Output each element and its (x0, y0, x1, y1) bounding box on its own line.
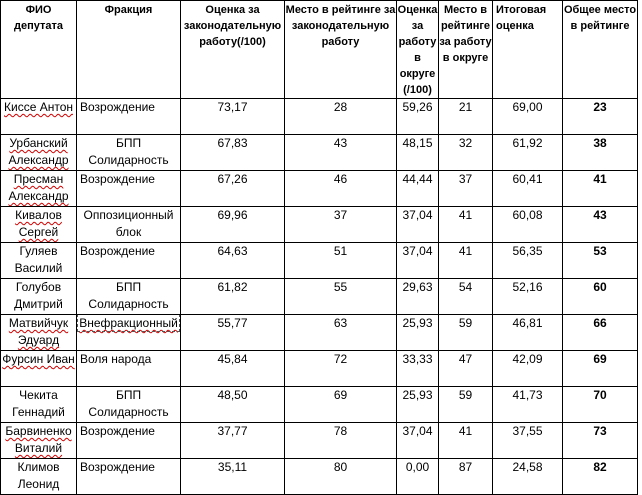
cell-law-score: 67,26 (181, 171, 285, 207)
cell-law-rank: 69 (285, 387, 397, 423)
cell-overall-rank: 41 (563, 171, 638, 207)
cell-total-score: 60,08 (493, 207, 563, 243)
table-row (1, 99, 638, 135)
cell-district-score: 25,93 (397, 315, 439, 351)
cell-total-score: 41,73 (493, 387, 563, 423)
cell-overall-rank: 69 (563, 351, 638, 387)
cell-faction: Возрождение (77, 423, 181, 459)
cell-law-score: 37,77 (181, 423, 285, 459)
cell-faction: Возрождение (77, 99, 181, 135)
cell-name (1, 315, 77, 351)
cell-district-rank: 41 (439, 207, 493, 243)
cell-law-score: 45,84 (181, 351, 285, 387)
cell-district-score: 37,04 (397, 243, 439, 279)
cell-total-score: 46,81 (493, 315, 563, 351)
cell-total-score: 56,35 (493, 243, 563, 279)
name-text: Урбанский Александр (8, 136, 69, 167)
cell-law-rank: 46 (285, 171, 397, 207)
name-text: Пресман Александр (8, 172, 69, 203)
table-row (1, 207, 638, 243)
cell-faction: БПП Солидарность (77, 387, 181, 423)
cell-district-score: 37,04 (397, 423, 439, 459)
cell-overall-rank: 73 (563, 423, 638, 459)
name-text: Матвийчук Эдуард (8, 316, 69, 347)
cell-name (1, 135, 77, 171)
cell-overall-rank: 60 (563, 279, 638, 315)
cell-name: Голубов Дмитрий (1, 279, 77, 315)
cell-total-score: 60,41 (493, 171, 563, 207)
cell-law-rank: 28 (285, 99, 397, 135)
cell-district-rank: 37 (439, 171, 493, 207)
cell-total-score: 52,16 (493, 279, 563, 315)
cell-law-score: 73,17 (181, 99, 285, 135)
cell-overall-rank: 53 (563, 243, 638, 279)
name-text: Фурсин Иван (2, 352, 75, 366)
table-row (1, 279, 638, 315)
header-overall-rank: Общее место в рейтинге (563, 1, 638, 99)
cell-overall-rank: 70 (563, 387, 638, 423)
table-row (1, 135, 638, 171)
cell-law-score: 55,77 (181, 315, 285, 351)
header-row (1, 1, 638, 99)
cell-district-score: 25,93 (397, 387, 439, 423)
table-row (1, 351, 638, 387)
cell-district-score: 37,04 (397, 207, 439, 243)
cell-district-rank: 59 (439, 315, 493, 351)
header-district-score: Оценка за работу в округе (/100) (397, 1, 439, 99)
cell-law-score: 48,50 (181, 387, 285, 423)
cell-law-rank: 63 (285, 315, 397, 351)
cell-name: Чекита Геннадий (1, 387, 77, 423)
table-row (1, 387, 638, 423)
table-row (1, 171, 638, 207)
cell-overall-rank: 38 (563, 135, 638, 171)
cell-law-rank: 43 (285, 135, 397, 171)
table-row (1, 243, 638, 279)
cell-faction: Возрождение (77, 459, 181, 495)
cell-name (1, 171, 77, 207)
cell-district-rank: 47 (439, 351, 493, 387)
cell-overall-rank: 82 (563, 459, 638, 495)
cell-faction: Возрождение (77, 171, 181, 207)
table-row (1, 315, 638, 351)
cell-district-score: 0,00 (397, 459, 439, 495)
cell-name (1, 423, 77, 459)
cell-faction: Воля народа (77, 351, 181, 387)
cell-total-score: 37,55 (493, 423, 563, 459)
cell-name (1, 351, 77, 387)
cell-district-rank: 32 (439, 135, 493, 171)
name-text: Кивалов Сергей (15, 208, 62, 239)
cell-faction: Оппозиционный блок (77, 207, 181, 243)
cell-district-rank: 59 (439, 387, 493, 423)
name-text: Барвиненко Виталий (5, 424, 72, 455)
header-district-rank: Место в рейтинге за работу в округе (439, 1, 493, 99)
cell-overall-rank: 23 (563, 99, 638, 135)
header-law-rank: Место в рейтинге за законодательную работу (285, 1, 397, 99)
cell-district-rank: 41 (439, 243, 493, 279)
cell-law-rank: 51 (285, 243, 397, 279)
cell-law-score: 35,11 (181, 459, 285, 495)
cell-district-score: 29,63 (397, 279, 439, 315)
cell-law-rank: 78 (285, 423, 397, 459)
faction-text: Внефракционный (79, 316, 178, 330)
cell-faction: БПП Солидарность (77, 279, 181, 315)
cell-district-rank: 41 (439, 423, 493, 459)
cell-district-score: 33,33 (397, 351, 439, 387)
cell-law-rank: 80 (285, 459, 397, 495)
cell-overall-rank: 66 (563, 315, 638, 351)
cell-law-rank: 55 (285, 279, 397, 315)
cell-law-rank: 37 (285, 207, 397, 243)
cell-name: Климов Леонид (1, 459, 77, 495)
cell-faction (77, 315, 181, 351)
cell-overall-rank: 43 (563, 207, 638, 243)
cell-district-score: 59,26 (397, 99, 439, 135)
header-total-score: Итоговая оценка (493, 1, 563, 99)
cell-district-rank: 87 (439, 459, 493, 495)
cell-law-score: 61,82 (181, 279, 285, 315)
cell-district-rank: 54 (439, 279, 493, 315)
cell-district-score: 44,44 (397, 171, 439, 207)
cell-total-score: 61,92 (493, 135, 563, 171)
cell-district-rank: 21 (439, 99, 493, 135)
table-row (1, 423, 638, 459)
cell-law-rank: 72 (285, 351, 397, 387)
header-name: ФИО депутата (1, 1, 77, 99)
cell-name: Гуляев Василий (1, 243, 77, 279)
name-text: Киссе Антон (4, 100, 73, 114)
table-row (1, 459, 638, 495)
cell-district-score: 48,15 (397, 135, 439, 171)
cell-faction: БПП Солидарность (77, 135, 181, 171)
cell-total-score: 69,00 (493, 99, 563, 135)
cell-law-score: 69,96 (181, 207, 285, 243)
cell-total-score: 24,58 (493, 459, 563, 495)
cell-name (1, 99, 77, 135)
cell-faction: Возрождение (77, 243, 181, 279)
header-faction: Фракция (77, 1, 181, 99)
cell-name (1, 207, 77, 243)
header-law-score: Оценка за законодательную работу(/100) (181, 1, 285, 99)
cell-total-score: 42,09 (493, 351, 563, 387)
cell-law-score: 64,63 (181, 243, 285, 279)
cell-law-score: 67,83 (181, 135, 285, 171)
